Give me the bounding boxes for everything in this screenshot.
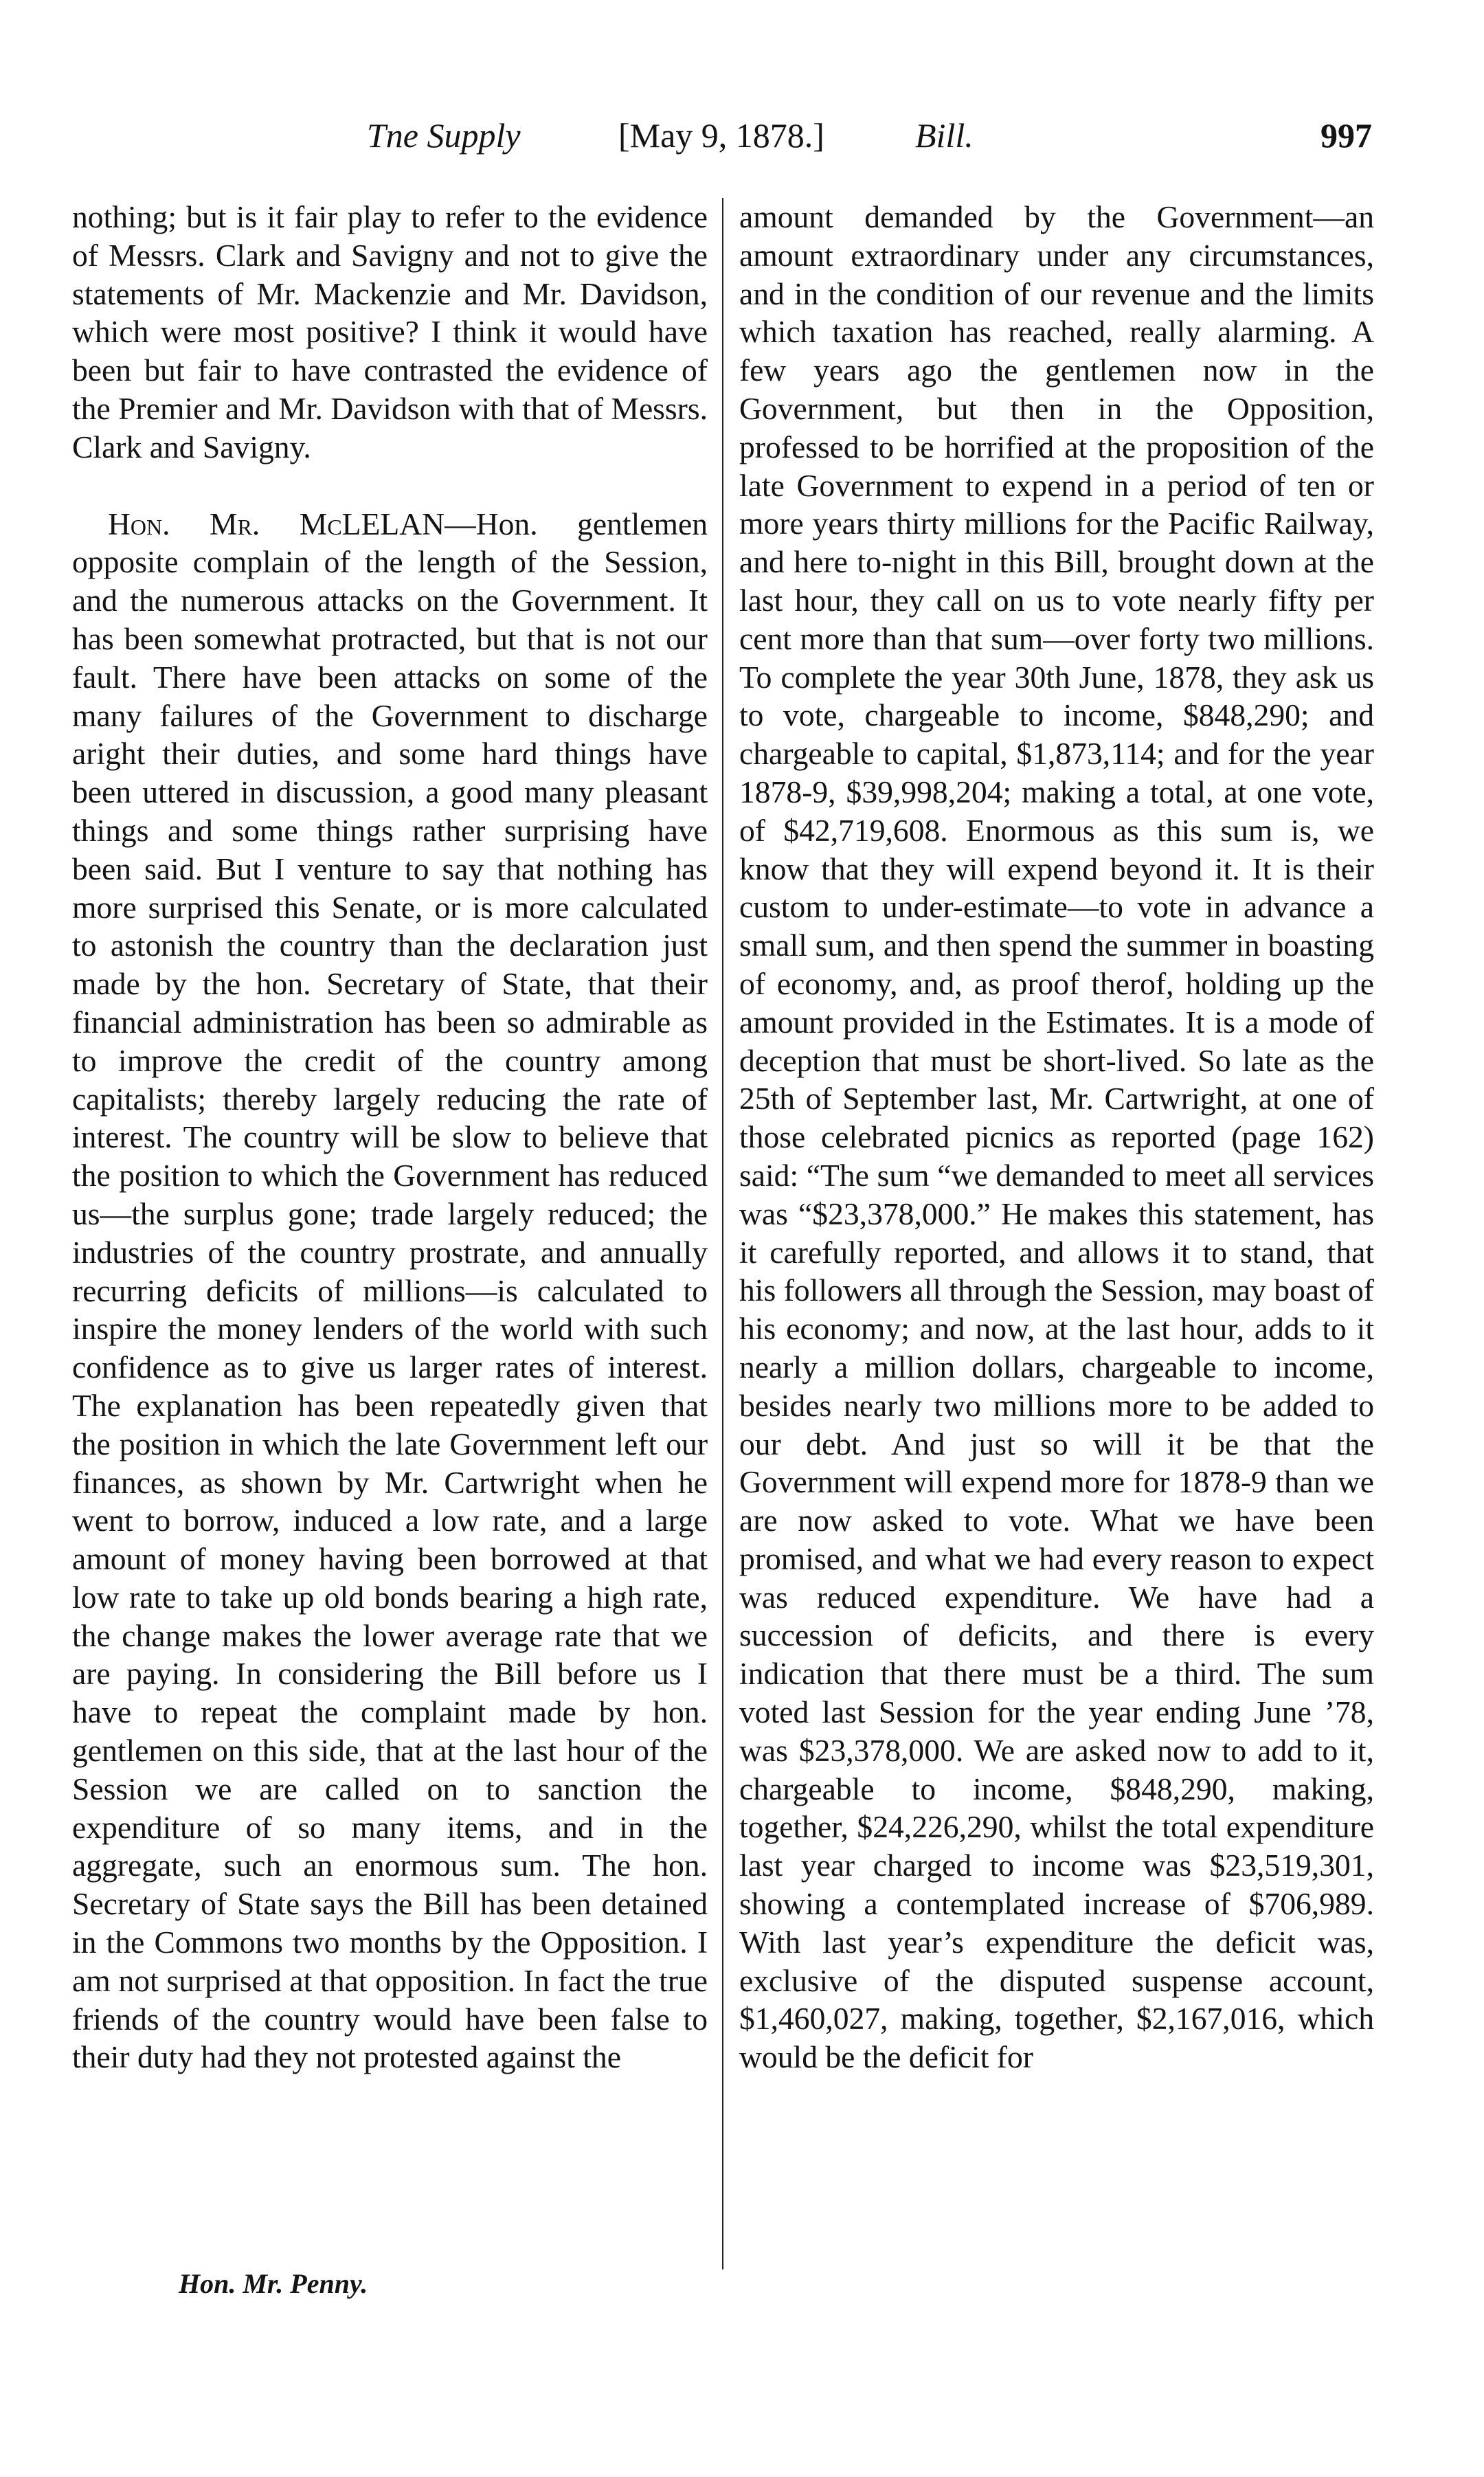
- speech-text: —Hon. gentlemen opposite complain of the length of the Session, and the numerous attacks on the Government. It has been somewhat protracted, but that is not our fault. There have been attacks on some of the many failures of the Government to discharge aright their duties, and some hard things have been uttered in discussion, a good many pleasant things and some things rather surprising have been said. But I venture to say that nothing has more surprised this Senate, or is more calculated to astonish the country than the declaration just made by the hon. Secretary of State, that their financial administration has been so admirable as to improve the credit of the country among capitalists; thereby largely reducing the rate of interest. The country will be slow to believe that the position to which the Government has reduced us—the surplus gone; trade largely reduced; the industries of the country prostrate, and annually recurring deficits of millions—is calculated to inspire the money lenders of the world with such confidence as to give us larger rates of interest. The explanation has been repeatedly given that the position in which the late Government left our finances, as shown by Mr. Cartwright when he went to borrow, induced a low rate, and a large amount of money having been borrowed at that low rate to take up old bonds bearing a high rate, the change makes the lower average rate that we are paying. In considering the Bill before us I have to repeat the complaint made by hon. gentlemen on this side, that at the last hour of the Session we are called on to sanction the expenditure of so many items, and in the aggregate, such an enormous sum. The hon. Secretary of State says the Bill has been detained in the Commons two months by the Opposition. I am not surprised at that opposition. In fact the true friends of the country would have been false to their duty had they not protested against the: [72, 506, 708, 2075]
- header-title-right: Bill.: [915, 116, 974, 155]
- header-date: [May 9, 1878.]: [618, 116, 824, 155]
- left-paragraph-1: nothing; but is it fair play to refer to the evidence of Messrs. Clark and Savigny and not to give the statements of Mr. Mackenzie and Mr. Davidson, which were most positive? I think it would have been but fair to have contrasted the evidence of the Premier and Mr. Davidson with that of Messrs. Clark and Savigny.: [72, 199, 708, 464]
- footer-signature: Hon. Mr. Penny.: [179, 2268, 368, 2299]
- page-number: 997: [1320, 116, 1372, 155]
- header-title-left: Tne Supply: [367, 116, 521, 155]
- column-divider: [722, 198, 723, 2269]
- left-paragraph-2: [72, 505, 708, 2077]
- right-paragraph: amount demanded by the Government—an amount extraordinary under any circumstances, and in the condition of our revenue and the limits which taxation has reached, really alarming. A few years ago the gentlemen now in the Government, but then in the Opposition, professed to be horrified at the proposition of the late Government to expend in a period of ten or more years thirty millions for the Pacific Railway, and here to-night in this Bill, brought down at the last hour, they call on us to vote nearly fifty per cent more than that sum—over forty two millions. To complete the year 30th June, 1878, they ask us to vote, chargeable to income, $848,290; and chargeable to capital, $1,873,114; and for the year 1878-9, $39,998,204; making a total, at one vote, of $42,719,608. Enormous as this sum is, we know that they will expend beyond it. It is their custom to under-estimate—to vote in advance a small sum, and then spend the summer in boasting of economy, and, as proof therof, holding up the amount provided in the Estimates. It is a mode of deception that must be short-lived. So late as the 25th of September last, Mr. Cartwright, at one of those celebrated picnics as reported (page 162) said: “The sum “we demanded to meet all services was “$23,378,000.” He makes this statement, has it carefully reported, and allows it to stand, that his followers all through the Session, may boast of his economy; and now, at the last hour, adds to it nearly a million dollars, chargeable to income, besides nearly two millions more to be added to our debt. And just so will it be that the Government will expend more for 1878-9 than we are now asked to vote. What we have been promised, and what we had every reason to expect was reduced expenditure. We have had a succession of deficits, and there is every indication that there must be a third. The sum voted last Session for the year ending June ’78, was $23,378,000. We are asked now to add to it, chargeable to income, $848,290, making, together, $24,226,290, whilst the total expenditure last year charged to income was $23,519,301, showing a contemplated increase of $706,989. With last year’s expenditure the deficit was, exclusive of the disputed suspense account, $1,460,027, making, together, $2,167,016, which would be the deficit for: [739, 199, 1374, 2075]
- left-column: [72, 198, 708, 2076]
- running-header: [0, 115, 1484, 170]
- speaker-name: Hon. Mr. McLELAN: [108, 506, 445, 541]
- right-column: [739, 198, 1374, 2076]
